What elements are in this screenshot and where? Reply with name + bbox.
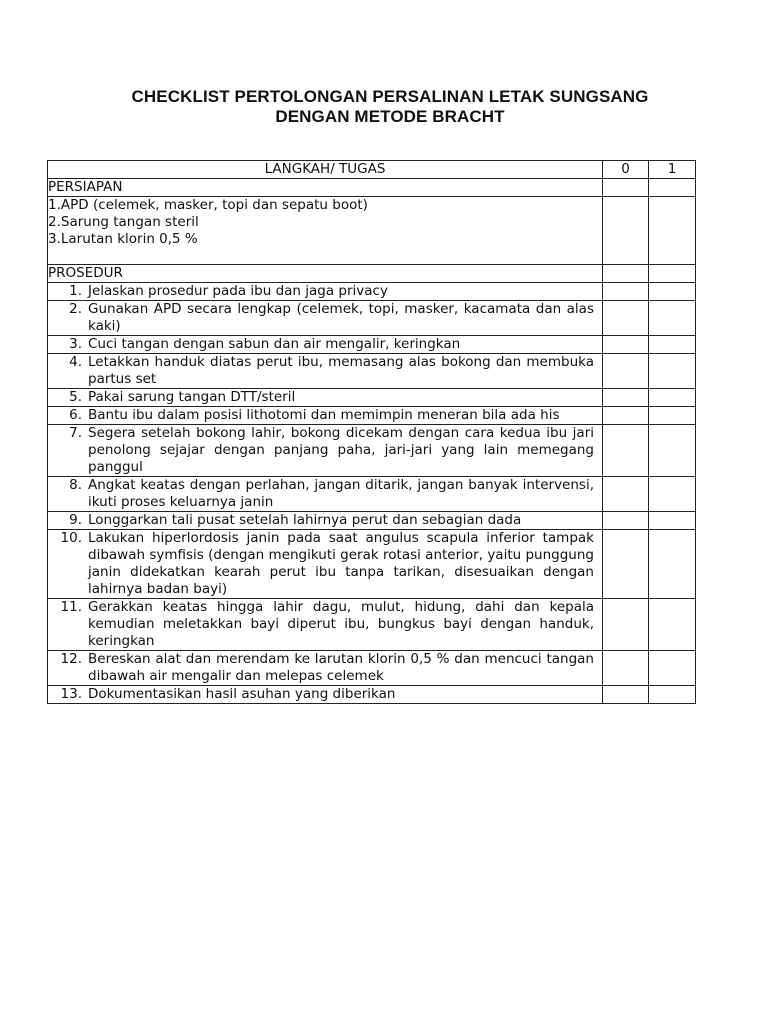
score-cell-1[interactable] <box>649 197 696 265</box>
step-text: Jelaskan prosedur pada ibu dan jaga privacy <box>88 283 388 299</box>
table-row <box>48 651 696 686</box>
score-cell-1[interactable] <box>649 389 696 407</box>
table-row <box>48 389 696 407</box>
section-title-prosedur: PROSEDUR <box>48 265 603 283</box>
step-text: Angkat keatas dengan perlahan, jangan ditarik, jangan banyak intervensi, ikuti proses keluarnya janin <box>88 477 594 510</box>
step-text: Segera setelah bokong lahir, bokong dicekam dengan cara kedua ibu jari penolong sejajar dengan panjang paha, jari-jari yang lain memegang panggul <box>88 425 594 475</box>
step-number: 12. <box>60 651 82 667</box>
table-row <box>48 599 696 651</box>
score-cell-0[interactable] <box>603 407 649 425</box>
step-number: 13. <box>60 686 82 702</box>
step-number: 9. <box>69 512 82 528</box>
score-cell-0[interactable] <box>603 425 649 477</box>
step-number: 7. <box>69 425 82 441</box>
table-row <box>48 425 696 477</box>
score-cell-0[interactable] <box>603 336 649 354</box>
score-cell-0[interactable] <box>603 389 649 407</box>
score-cell-0[interactable] <box>603 512 649 530</box>
score-cell-0[interactable] <box>603 197 649 265</box>
step-number: 11. <box>60 599 82 615</box>
header-score-0: 0 <box>603 161 649 179</box>
table-row <box>48 530 696 599</box>
score-cell-1[interactable] <box>649 425 696 477</box>
table-row <box>48 283 696 301</box>
score-cell-0[interactable] <box>603 686 649 704</box>
step-number: 1. <box>69 283 82 299</box>
score-cell-0[interactable] <box>603 301 649 336</box>
step-number: 4. <box>69 354 82 370</box>
score-cell-0[interactable] <box>603 354 649 389</box>
score-cell-0[interactable] <box>603 477 649 512</box>
persiapan-items <box>48 197 603 265</box>
table-header-row <box>48 161 696 179</box>
table-row <box>48 336 696 354</box>
table-row <box>48 407 696 425</box>
score-cell-1[interactable] <box>649 336 696 354</box>
score-cell-0[interactable] <box>603 599 649 651</box>
score-cell-0[interactable] <box>603 265 649 283</box>
step-text: Cuci tangan dengan sabun dan air mengalir, keringkan <box>88 336 461 352</box>
score-cell-0[interactable] <box>603 651 649 686</box>
step-text: Pakai sarung tangan DTT/steril <box>88 389 296 405</box>
step-text: Dokumentasikan hasil asuhan yang diberikan <box>88 686 396 702</box>
score-cell-1[interactable] <box>649 512 696 530</box>
step-text: Letakkan handuk diatas perut ibu, memasang alas bokong dan membuka partus set <box>88 354 594 387</box>
table-row <box>48 301 696 336</box>
step-text: Lakukan hiperlordosis janin pada saat angulus scapula inferior tampak dibawah symfisis (dengan mengikuti gerak rotasi anterior, yaitu punggung janin didekatkan kearah perut ibu tanpa tarikan, disesuaikan dengan lahirnya badan bayi) <box>88 530 594 597</box>
table-row <box>48 512 696 530</box>
document-title-line-1: CHECKLIST PERTOLONGAN PERSALINAN LETAK SUNGSANG <box>131 87 649 106</box>
step-number: 6. <box>69 407 82 423</box>
header-task: LANGKAH/ TUGAS <box>48 161 603 179</box>
score-cell-1[interactable] <box>649 265 696 283</box>
table-row <box>48 354 696 389</box>
step-text: Longgarkan tali pusat setelah lahirnya perut dan sebagian dada <box>88 512 522 528</box>
step-number: 2. <box>69 301 82 317</box>
step-text: Bereskan alat dan merendam ke larutan klorin 0,5 % dan mencuci tangan dibawah air mengalir dan melepas celemek <box>88 651 594 684</box>
step-number: 10. <box>60 530 82 546</box>
score-cell-1[interactable] <box>649 530 696 599</box>
step-number: 3. <box>69 336 82 352</box>
score-cell-1[interactable] <box>649 477 696 512</box>
score-cell-1[interactable] <box>649 179 696 197</box>
score-cell-1[interactable] <box>649 599 696 651</box>
score-cell-1[interactable] <box>649 301 696 336</box>
document-title-line-2: DENGAN METODE BRACHT <box>275 107 505 126</box>
score-cell-0[interactable] <box>603 530 649 599</box>
persiapan-item: 1.APD (celemek, masker, topi dan sepatu boot) <box>48 197 368 213</box>
table-row <box>48 686 696 704</box>
score-cell-0[interactable] <box>603 283 649 301</box>
step-text: Gerakkan keatas hingga lahir dagu, mulut, hidung, dahi dan kepala kemudian meletakkan bayi diperut ibu, bungkus bayi dengan handuk, keringkan <box>88 599 594 649</box>
score-cell-1[interactable] <box>649 686 696 704</box>
step-number: 5. <box>69 389 82 405</box>
score-cell-0[interactable] <box>603 179 649 197</box>
score-cell-1[interactable] <box>649 283 696 301</box>
step-text: Bantu ibu dalam posisi lithotomi dan memimpin meneran bila ada his <box>88 407 560 423</box>
section-row-prosedur <box>48 265 696 283</box>
section-title-persiapan: PERSIAPAN <box>48 179 603 197</box>
persiapan-items-row <box>48 197 696 265</box>
table-row <box>48 477 696 512</box>
score-cell-1[interactable] <box>649 651 696 686</box>
persiapan-item: 3.Larutan klorin 0,5 % <box>48 231 198 247</box>
step-text: Gunakan APD secara lengkap (celemek, topi, masker, kacamata dan alas kaki) <box>88 301 594 334</box>
persiapan-item: 2.Sarung tangan steril <box>48 214 199 230</box>
header-score-1: 1 <box>649 161 696 179</box>
score-cell-1[interactable] <box>649 354 696 389</box>
checklist-table <box>47 160 696 704</box>
step-number: 8. <box>69 477 82 493</box>
score-cell-1[interactable] <box>649 407 696 425</box>
section-row-persiapan <box>48 179 696 197</box>
